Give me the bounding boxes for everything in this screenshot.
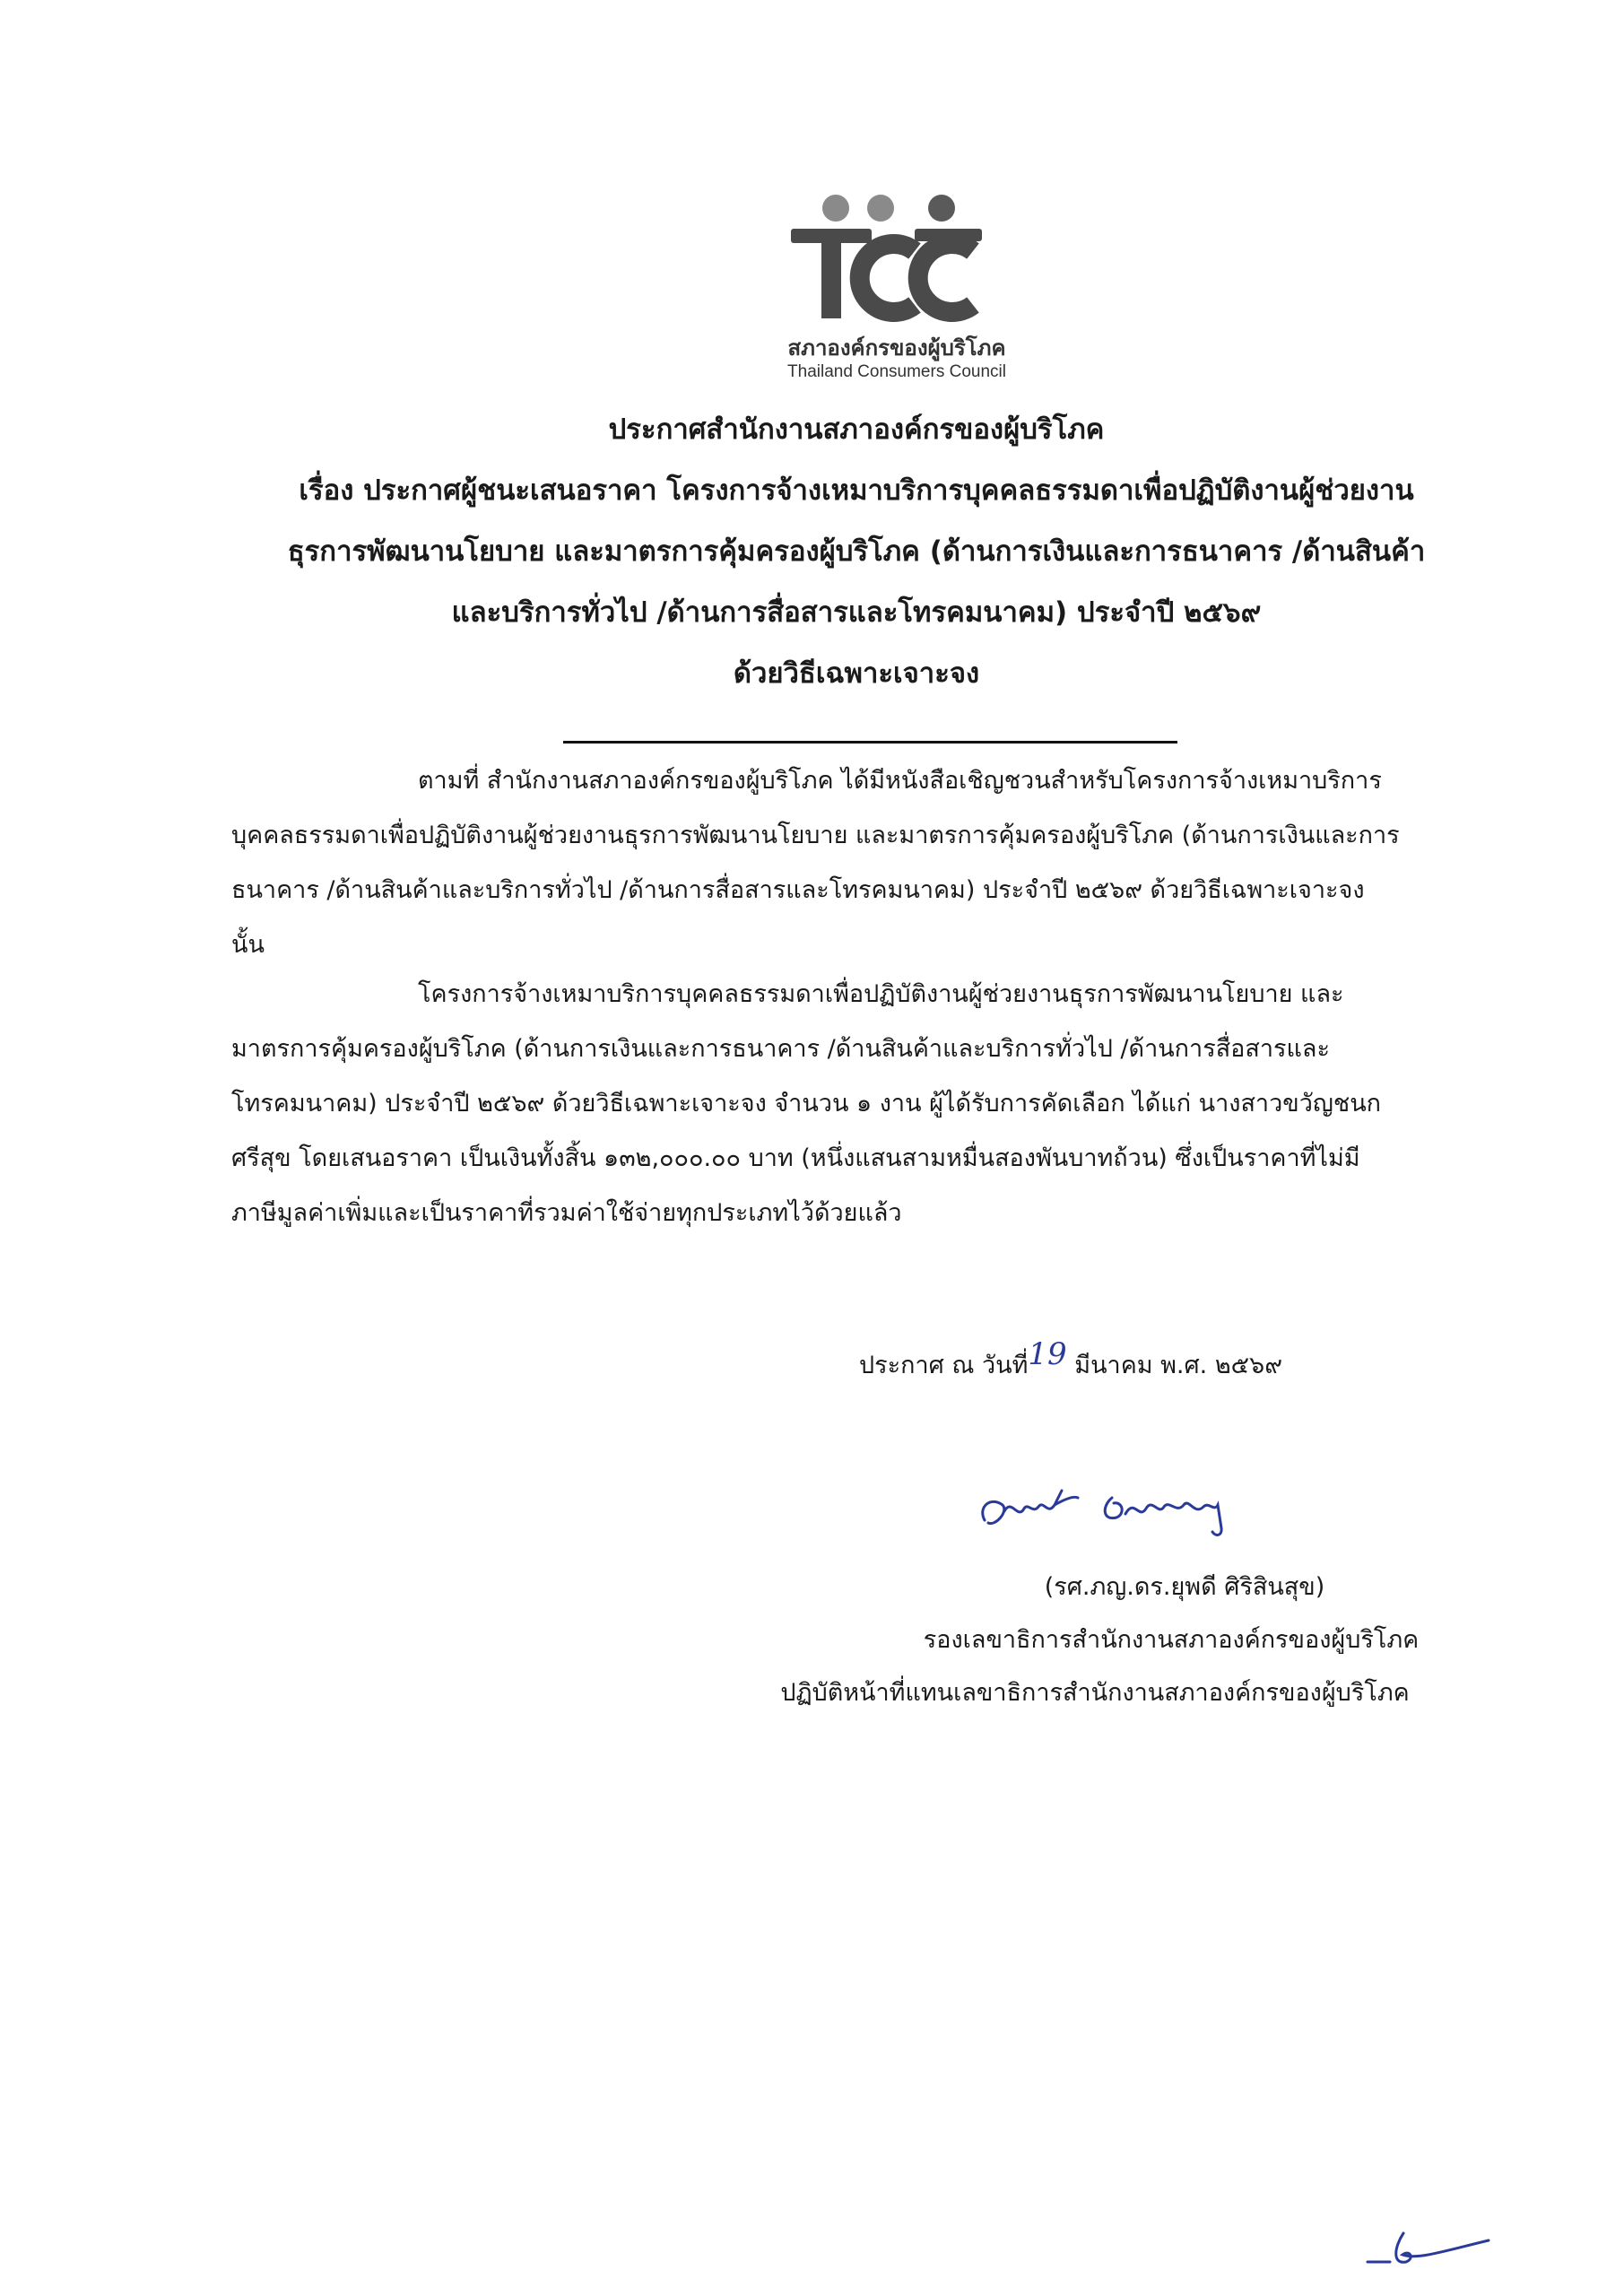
paragraph-line: นั้น xyxy=(231,931,265,959)
paragraph-line: บุคคลธรรมดาเพื่อปฏิบัติงานผู้ช่วยงานธุรการพัฒนานโยบาย และมาตรการคุ้มครองผู้บริโภค (ด้านการเงินและการ xyxy=(231,822,1400,849)
logo-name-th: สภาองค์กรของผู้บริโภค xyxy=(787,335,1006,361)
paragraph-line: ตามที่ สำนักงานสภาองค์กรของผู้บริโภค ได้มีหนังสือเชิญชวนสำหรับโครงการจ้างเหมาบริการ xyxy=(418,767,1382,795)
signer-acting-role: ปฏิบัติหน้าที่แทนเลขาธิการสำนักงานสภาองค์กรของผู้บริโภค xyxy=(780,1679,1410,1707)
tcc-logo-mark xyxy=(780,188,995,323)
announcement-date xyxy=(859,1336,1282,1384)
title-line: และบริการทั่วไป /ด้านการสื่อสารและโทรคมนาคม) ประจำปี ๒๕๖๙ xyxy=(451,596,1262,629)
signer-position: รองเลขาธิการสำนักงานสภาองค์กรของผู้บริโภค xyxy=(923,1626,1420,1654)
handwritten-initial xyxy=(1363,2224,1498,2282)
handwritten-signature xyxy=(968,1471,1264,1555)
paragraph-line: ศรีสุข โดยเสนอราคา เป็นเงินทั้งสิ้น ๑๓๒,๐๐๐.๐๐ บาท (หนึ่งแสนสามหมื่นสองพันบาทถ้วน) ซึ่งเป็นราคาที่ไม่มี xyxy=(231,1144,1360,1172)
logo-name-en: Thailand Consumers Council xyxy=(787,362,1006,381)
paragraph-line: มาตรการคุ้มครองผู้บริโภค (ด้านการเงินและการธนาคาร /ด้านสินค้าและบริการทั่วไป /ด้านการสื่อสารและ xyxy=(231,1035,1330,1063)
paragraph-line: ภาษีมูลค่าเพิ่มและเป็นราคาที่รวมค่าใช้จ่ายทุกประเภทไว้ด้วยแล้ว xyxy=(231,1199,902,1227)
title-divider xyxy=(563,741,1177,744)
title-line: ธุรการพัฒนานโยบาย และมาตรการคุ้มครองผู้บริโภค (ด้านการเงินและการธนาคาร /ด้านสินค้า xyxy=(287,535,1426,568)
body-paragraph-1 xyxy=(231,753,1505,972)
date-suffix: มีนาคม พ.ศ. ๒๕๖๙ xyxy=(1074,1352,1282,1379)
title-line: เรื่อง ประกาศผู้ชนะเสนอราคา โครงการจ้างเหมาบริการบุคคลธรรมดาเพื่อปฏิบัติงานผู้ช่วยงาน xyxy=(299,474,1414,507)
title-line: ด้วยวิธีเฉพาะเจาะจง xyxy=(733,657,980,690)
body-paragraph-2 xyxy=(231,967,1505,1240)
signer-name: (รศ.ภญ.ดร.ยุพดี ศิริสินสุข) xyxy=(1044,1573,1325,1601)
announcement-title xyxy=(206,399,1507,704)
paragraph-line: โครงการจ้างเหมาบริการบุคคลธรรมดาเพื่อปฏิบัติงานผู้ช่วยงานธุรการพัฒนานโยบาย และ xyxy=(418,980,1344,1008)
paragraph-line: โทรคมนาคม) ประจำปี ๒๕๖๙ ด้วยวิธีเฉพาะเจาะจง จำนวน ๑ งาน ผู้ได้รับการคัดเลือก ได้แก่ นางสาวขวัญชนก xyxy=(231,1090,1382,1118)
paragraph-line: ธนาคาร /ด้านสินค้าและบริการทั่วไป /ด้านการสื่อสารและโทรคมนาคม) ประจำปี ๒๕๖๙ ด้วยวิธีเฉพาะเจาะจง xyxy=(231,876,1365,904)
date-prefix: ประกาศ ณ วันที่ xyxy=(859,1352,1029,1379)
signer-block xyxy=(691,1561,1498,1719)
tcc-logo xyxy=(771,188,1006,381)
handwritten-day: 19 xyxy=(1028,1336,1067,1372)
title-line: ประกาศสำนักงานสภาองค์กรของผู้บริโภค xyxy=(608,413,1105,446)
